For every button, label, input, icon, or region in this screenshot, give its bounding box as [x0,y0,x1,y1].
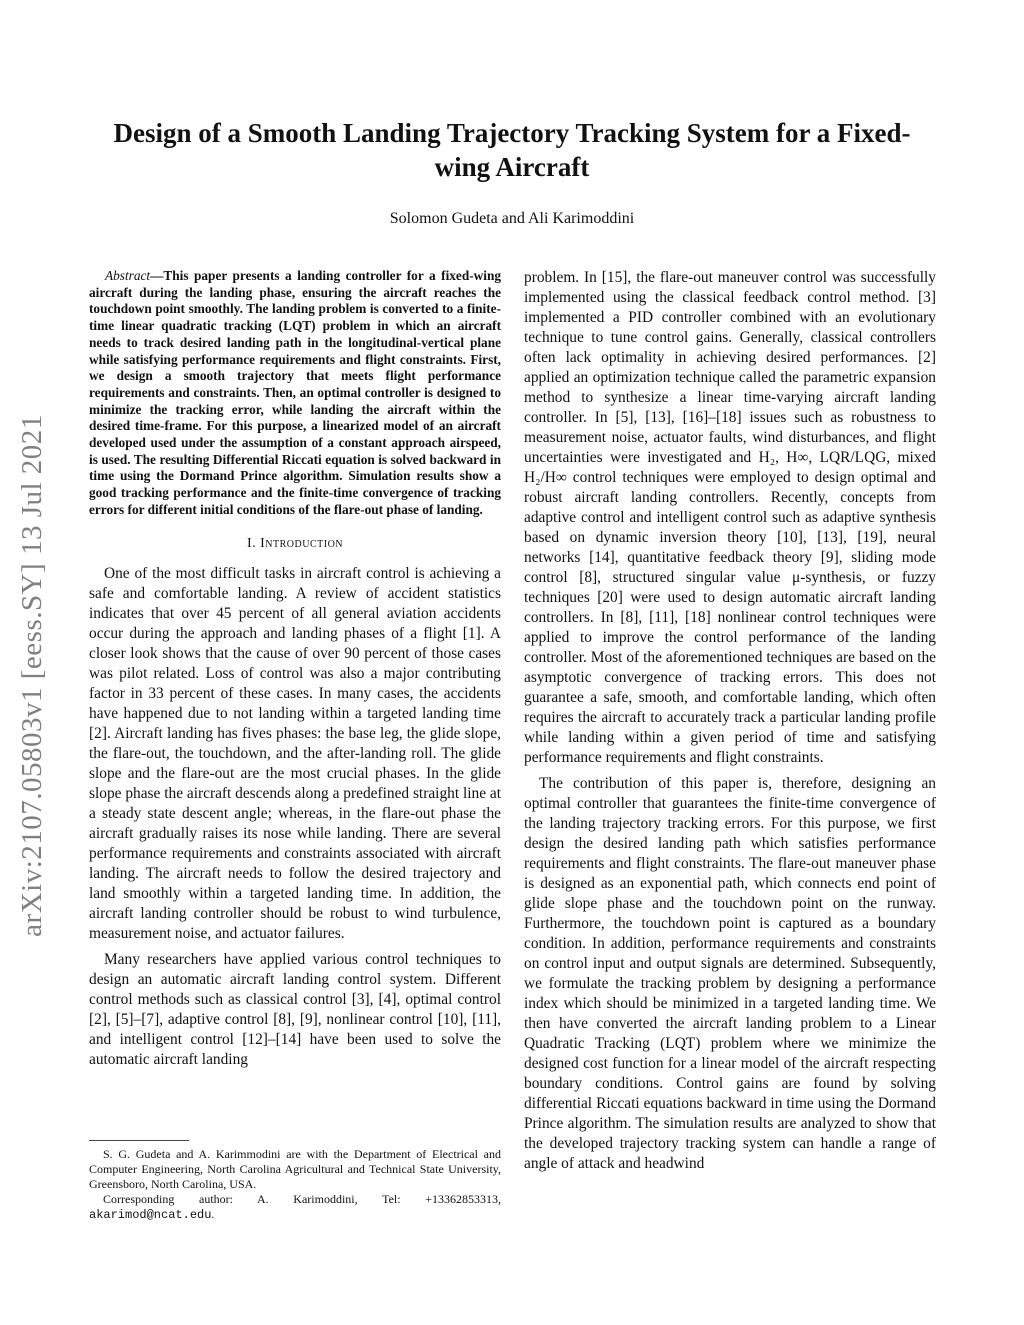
abstract [89,268,501,519]
footnote-corresponding-text: Corresponding author: A. Karimoddini, Tel: +13362853313, [103,1192,501,1206]
abstract-separator: — [150,268,164,283]
footnote [89,1147,501,1223]
abstract-text: This paper presents a landing controller for a fixed-wing aircraft during the landing phase, ensuring the aircraft reaches the touchdown point smoothly. The landing problem is converted to a finite-time linear quadratic tracking (LQT) problem in which an aircraft needs to track desired landing path in the longitudinal-vertical plane while satisfying performance requirements and flight constraints. First, we design a smooth trajectory that meets flight performance requirements and constraints. Then, an optimal controller is designed to minimize the tracking error, while landing the aircraft within the desired time-frame. For this purpose, a linearized model of an aircraft developed used under the assumption of a constant approach airspeed, is used. The resulting Differential Riccati equation is solved backward in time using the Dormand Prince algorithm. Simulation results show a good tracking performance and the finite-time convergence of tracking errors for different initial conditions of the flare-out phase of landing. [89,268,501,517]
intro-paragraph-1: One of the most difficult tasks in aircraft control is achieving a safe and comfortable landing. A review of accident statistics indicates that over 45 percent of all general aviation accidents occur during the approach and landing phases of a flight [1]. A closer look shows that the cause of over 90 percent of those cases was pilot related. Loss of control was also a major contributing factor in 33 percent of these cases. In many cases, the accidents have happened due to not landing within a targeted landing time [2]. Aircraft landing has fives phases: the base leg, the glide slope, the flare-out, the touchdown, and the after-landing roll. The glide slope and the flare-out are the most crucial phases. In the glide slope phase the aircraft descends along a predefined straight line at a steady state descent angle; whereas, in the flare-out phase the aircraft gradually raises its nose while landing. There are several performance requirements and constraints associated with aircraft landing. The aircraft needs to follow the desired trajectory and land smoothly within a targeted landing time. In addition, the aircraft landing controller should be robust to wind turbulence, measurement noise, and actuator failures. [89,564,501,942]
author-email-link[interactable]: akarimod@ncat.edu [89,1208,212,1222]
footnote-divider [89,1140,189,1141]
paper-authors: Solomon Gudeta and Ali Karimoddini [389,210,635,227]
footnote-corresponding [89,1192,501,1223]
arxiv-identifier: arXiv:2107.05803v1 [eess.SY] 13 Jul 2021 [15,413,48,937]
right-column [524,268,936,1180]
arxiv-side-stamp [12,365,52,985]
intro-paragraph-2-continued: problem. In [15], the flare-out maneuver control was successfully implemented using the classical feedback control method. [3] implemented a PID controller combined with an evolutionary technique to tune control gains. Generally, classical controllers often lack optimality in achieving desired performances. [2] applied an optimization technique called the parametric expansion method to synthesize a linear time-varying aircraft landing controller. In [5], [13], [16]–[18] issues such as robustness to measurement noise, actuator faults, wind disturbances, and flight uncertainties were investigated and H₂, H∞, LQR/LQG, mixed H₂/H∞ control techniques were employed to design optimal and robust aircraft landing controllers. Recently, concepts from adaptive control and intelligent control such as adaptive synthesis based on dynamic inversion theory [10], [13], [19], neural networks [14], quantitative feedback theory [9], sliding mode control [8], structured singular value μ-synthesis, or fuzzy techniques [20] were used to design automatic aircraft landing controllers. In [8], [11], [18] nonlinear control techniques were applied to improve the control performance of the landing controller. Most of the aforementioned techniques are based on the asymptotic convergence of tracking errors. This does not guarantee a safe, smooth, and comfortable landing, which often requires the aircraft to accurately track a particular landing profile while landing within a given period of time and satisfying performance requirements and flight constraints. [524,269,936,766]
abstract-label: Abstract [105,268,151,283]
section-numeral: I. [246,535,257,551]
contribution-paragraph: The contribution of this paper is, therefore, designing an optimal controller that guarantees the finite-time convergence of the landing trajectory tracking errors. For this purpose, we first design the desired landing path which satisfies performance requirements and flight constraints. The flare-out maneuver phase is designed as an exponential path, which connects end point of glide slope phase and the touchdown point on the runway. Furthermore, the touchdown point is captured as a boundary condition. In addition, performance requirements and constraints on control input and output signals are determined. Subsequently, we formulate the tracking problem by designing a performance index which should be minimized in a targeted landing time. We then have converted the aircraft landing problem to a Linear Quadratic Tracking (LQT) problem where we minimize the designed cost function for a linear model of the aircraft respecting boundary conditions. Control gains are found by solving differential Riccati equations backward in time using the Dormand Prince algorithm. The simulation results are analyzed to show that the developed trajectory tracking system can handle a range of angle of attack and headwind [524,775,936,1172]
intro-paragraph-2: Many researchers have applied various control techniques to design an automatic aircraft landing control system. Different control methods such as classical control [3], [4], optimal control [2], [5]–[7], adaptive control [8], [9], nonlinear control [10], [11], and intelligent control [12]–[14] have been used to solve the automatic aircraft landing [89,950,501,1068]
section-title: Introduction [260,535,344,551]
footnote-email-end: . [211,1207,215,1221]
paper-title: Design of a Smooth Landing Trajectory Tracking System for a Fixed-wing Aircraft [113,118,911,182]
left-column [89,268,501,1076]
section-heading-introduction [89,536,501,552]
footnote-affiliation: S. G. Gudeta and A. Karimmodini are with the Department of Electrical and Computer Engineering, North Carolina Agricultural and Technical State University, Greensboro, North Carolina, USA. [89,1147,501,1191]
